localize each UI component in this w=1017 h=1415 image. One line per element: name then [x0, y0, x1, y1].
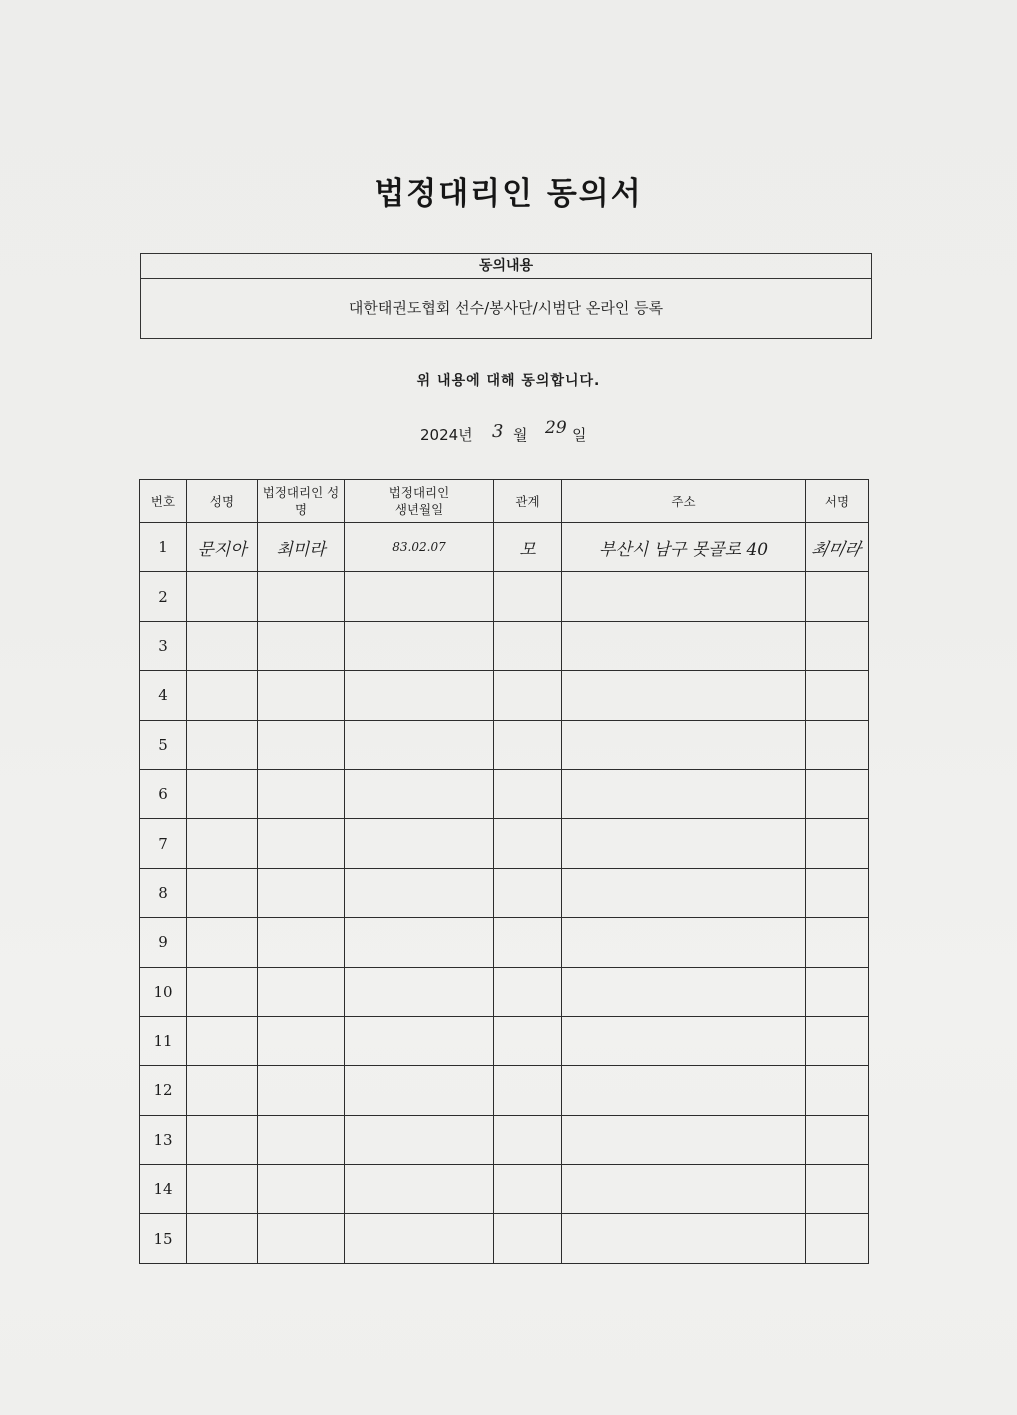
table-row: [140, 720, 869, 769]
table-row: [140, 1165, 869, 1214]
table-row: [140, 572, 869, 621]
cell-name: [187, 1214, 258, 1264]
table-row: [140, 1214, 869, 1264]
cell-signature: [806, 868, 869, 917]
header-no: 번호: [140, 480, 187, 523]
cell-address: [562, 1214, 806, 1264]
row-number: 10: [140, 967, 187, 1016]
document-title: 법정대리인 동의서: [374, 176, 643, 212]
cell-address: [562, 1066, 806, 1115]
cell-guardian-birth: [345, 1115, 494, 1164]
cell-guardian-birth: 83.02.07: [345, 523, 494, 572]
cell-signature: [806, 1115, 869, 1164]
cell-relation: [494, 621, 562, 670]
cell-address: [562, 572, 806, 621]
cell-relation: [494, 868, 562, 917]
cell-name: 문지아: [187, 523, 258, 572]
date-year: 2024년: [420, 426, 473, 444]
cell-signature: [806, 819, 869, 868]
cell-guardian-name: [258, 769, 345, 818]
consent-content-header: 동의내용: [141, 254, 871, 279]
cell-address: [562, 720, 806, 769]
cell-name: [187, 671, 258, 720]
cell-relation: 모: [494, 523, 562, 572]
cell-address: [562, 868, 806, 917]
cell-address: [562, 967, 806, 1016]
cell-guardian-name: [258, 1115, 345, 1164]
cell-name: [187, 769, 258, 818]
cell-signature: [806, 769, 869, 818]
cell-guardian-birth: [345, 1165, 494, 1214]
cell-guardian-birth: [345, 967, 494, 1016]
cell-address: [562, 621, 806, 670]
date-month-unit: 월: [513, 426, 528, 444]
header-name: 성명: [187, 480, 258, 523]
cell-name: [187, 1165, 258, 1214]
guardian-registration-table: [139, 479, 869, 1264]
row-number: 9: [140, 918, 187, 967]
table-body: [140, 523, 869, 1264]
cell-name: [187, 720, 258, 769]
cell-name: [187, 967, 258, 1016]
cell-signature: [806, 967, 869, 1016]
row-number: 2: [140, 572, 187, 621]
date-day-unit: 일: [572, 426, 587, 444]
cell-guardian-name: [258, 1016, 345, 1065]
table-row: [140, 1066, 869, 1115]
cell-signature: [806, 572, 869, 621]
row-number: 11: [140, 1016, 187, 1065]
cell-guardian-name: [258, 868, 345, 917]
cell-signature: [806, 918, 869, 967]
cell-name: [187, 918, 258, 967]
cell-name: [187, 868, 258, 917]
cell-guardian-birth: [345, 720, 494, 769]
cell-address: [562, 819, 806, 868]
row-number: 15: [140, 1214, 187, 1264]
cell-relation: [494, 1115, 562, 1164]
cell-signature: [806, 621, 869, 670]
cell-name: [187, 621, 258, 670]
cell-guardian-birth: [345, 868, 494, 917]
table-row: [140, 1016, 869, 1065]
cell-address: [562, 1016, 806, 1065]
date-month: 3: [492, 421, 504, 442]
cell-guardian-name: [258, 1066, 345, 1115]
table-row: [140, 868, 869, 917]
cell-guardian-birth: [345, 819, 494, 868]
header-address: 주소: [562, 480, 806, 523]
handwritten-signature: 최미라: [809, 539, 864, 560]
cell-guardian-birth: [345, 769, 494, 818]
cell-guardian-name: [258, 621, 345, 670]
row-number: 1: [140, 523, 187, 572]
cell-guardian-name: [258, 918, 345, 967]
cell-address: [562, 671, 806, 720]
cell-guardian-birth: [345, 671, 494, 720]
cell-relation: [494, 918, 562, 967]
cell-signature: [806, 1066, 869, 1115]
cell-guardian-name: [258, 819, 345, 868]
cell-relation: [494, 1214, 562, 1264]
cell-relation: [494, 1066, 562, 1115]
cell-address: [562, 769, 806, 818]
table-row: [140, 769, 869, 818]
cell-name: [187, 572, 258, 621]
cell-relation: [494, 1165, 562, 1214]
cell-address: [562, 918, 806, 967]
cell-guardian-birth: [345, 1016, 494, 1065]
date-day: 29: [545, 418, 567, 438]
table-row: [140, 671, 869, 720]
table-row: [140, 523, 869, 572]
cell-guardian-name: [258, 1165, 345, 1214]
table-header-row: [140, 480, 869, 523]
date-line: [420, 418, 720, 448]
table-row: [140, 967, 869, 1016]
cell-address: 부산시 남구 못골로 40: [562, 523, 806, 572]
cell-signature: [806, 523, 869, 572]
row-number: 13: [140, 1115, 187, 1164]
cell-guardian-birth: [345, 1066, 494, 1115]
cell-signature: [806, 1016, 869, 1065]
cell-guardian-birth: [345, 572, 494, 621]
cell-signature: [806, 720, 869, 769]
cell-guardian-birth: [345, 918, 494, 967]
cell-relation: [494, 1016, 562, 1065]
cell-name: [187, 1016, 258, 1065]
row-number: 6: [140, 769, 187, 818]
cell-guardian-name: [258, 1214, 345, 1264]
row-number: 12: [140, 1066, 187, 1115]
row-number: 5: [140, 720, 187, 769]
table-row: [140, 1115, 869, 1164]
row-number: 4: [140, 671, 187, 720]
cell-relation: [494, 720, 562, 769]
cell-name: [187, 1115, 258, 1164]
cell-address: [562, 1115, 806, 1164]
table-row: [140, 918, 869, 967]
row-number: 7: [140, 819, 187, 868]
cell-guardian-name: 최미라: [258, 523, 345, 572]
cell-name: [187, 819, 258, 868]
cell-guardian-name: [258, 572, 345, 621]
consent-content-box: [140, 253, 872, 339]
cell-relation: [494, 572, 562, 621]
row-number: 14: [140, 1165, 187, 1214]
cell-guardian-birth: [345, 1214, 494, 1264]
header-relation: 관계: [494, 480, 562, 523]
row-number: 3: [140, 621, 187, 670]
cell-guardian-birth: [345, 621, 494, 670]
cell-relation: [494, 819, 562, 868]
cell-signature: [806, 1214, 869, 1264]
header-guardian-name: 법정대리인 성명: [258, 480, 345, 523]
table-row: [140, 819, 869, 868]
consent-content-text: 대한태권도협회 선수/봉사단/시범단 온라인 등록: [348, 299, 664, 317]
agreement-statement: 위 내용에 대해 동의합니다.: [416, 373, 601, 389]
cell-relation: [494, 967, 562, 1016]
header-guardian-birth: 법정대리인 생년월일: [345, 480, 494, 523]
table-row: [140, 621, 869, 670]
cell-guardian-name: [258, 671, 345, 720]
cell-signature: [806, 671, 869, 720]
cell-guardian-name: [258, 720, 345, 769]
cell-relation: [494, 769, 562, 818]
cell-relation: [494, 671, 562, 720]
cell-address: [562, 1165, 806, 1214]
cell-signature: [806, 1165, 869, 1214]
row-number: 8: [140, 868, 187, 917]
header-signature: 서명: [806, 480, 869, 523]
cell-name: [187, 1066, 258, 1115]
cell-guardian-name: [258, 967, 345, 1016]
